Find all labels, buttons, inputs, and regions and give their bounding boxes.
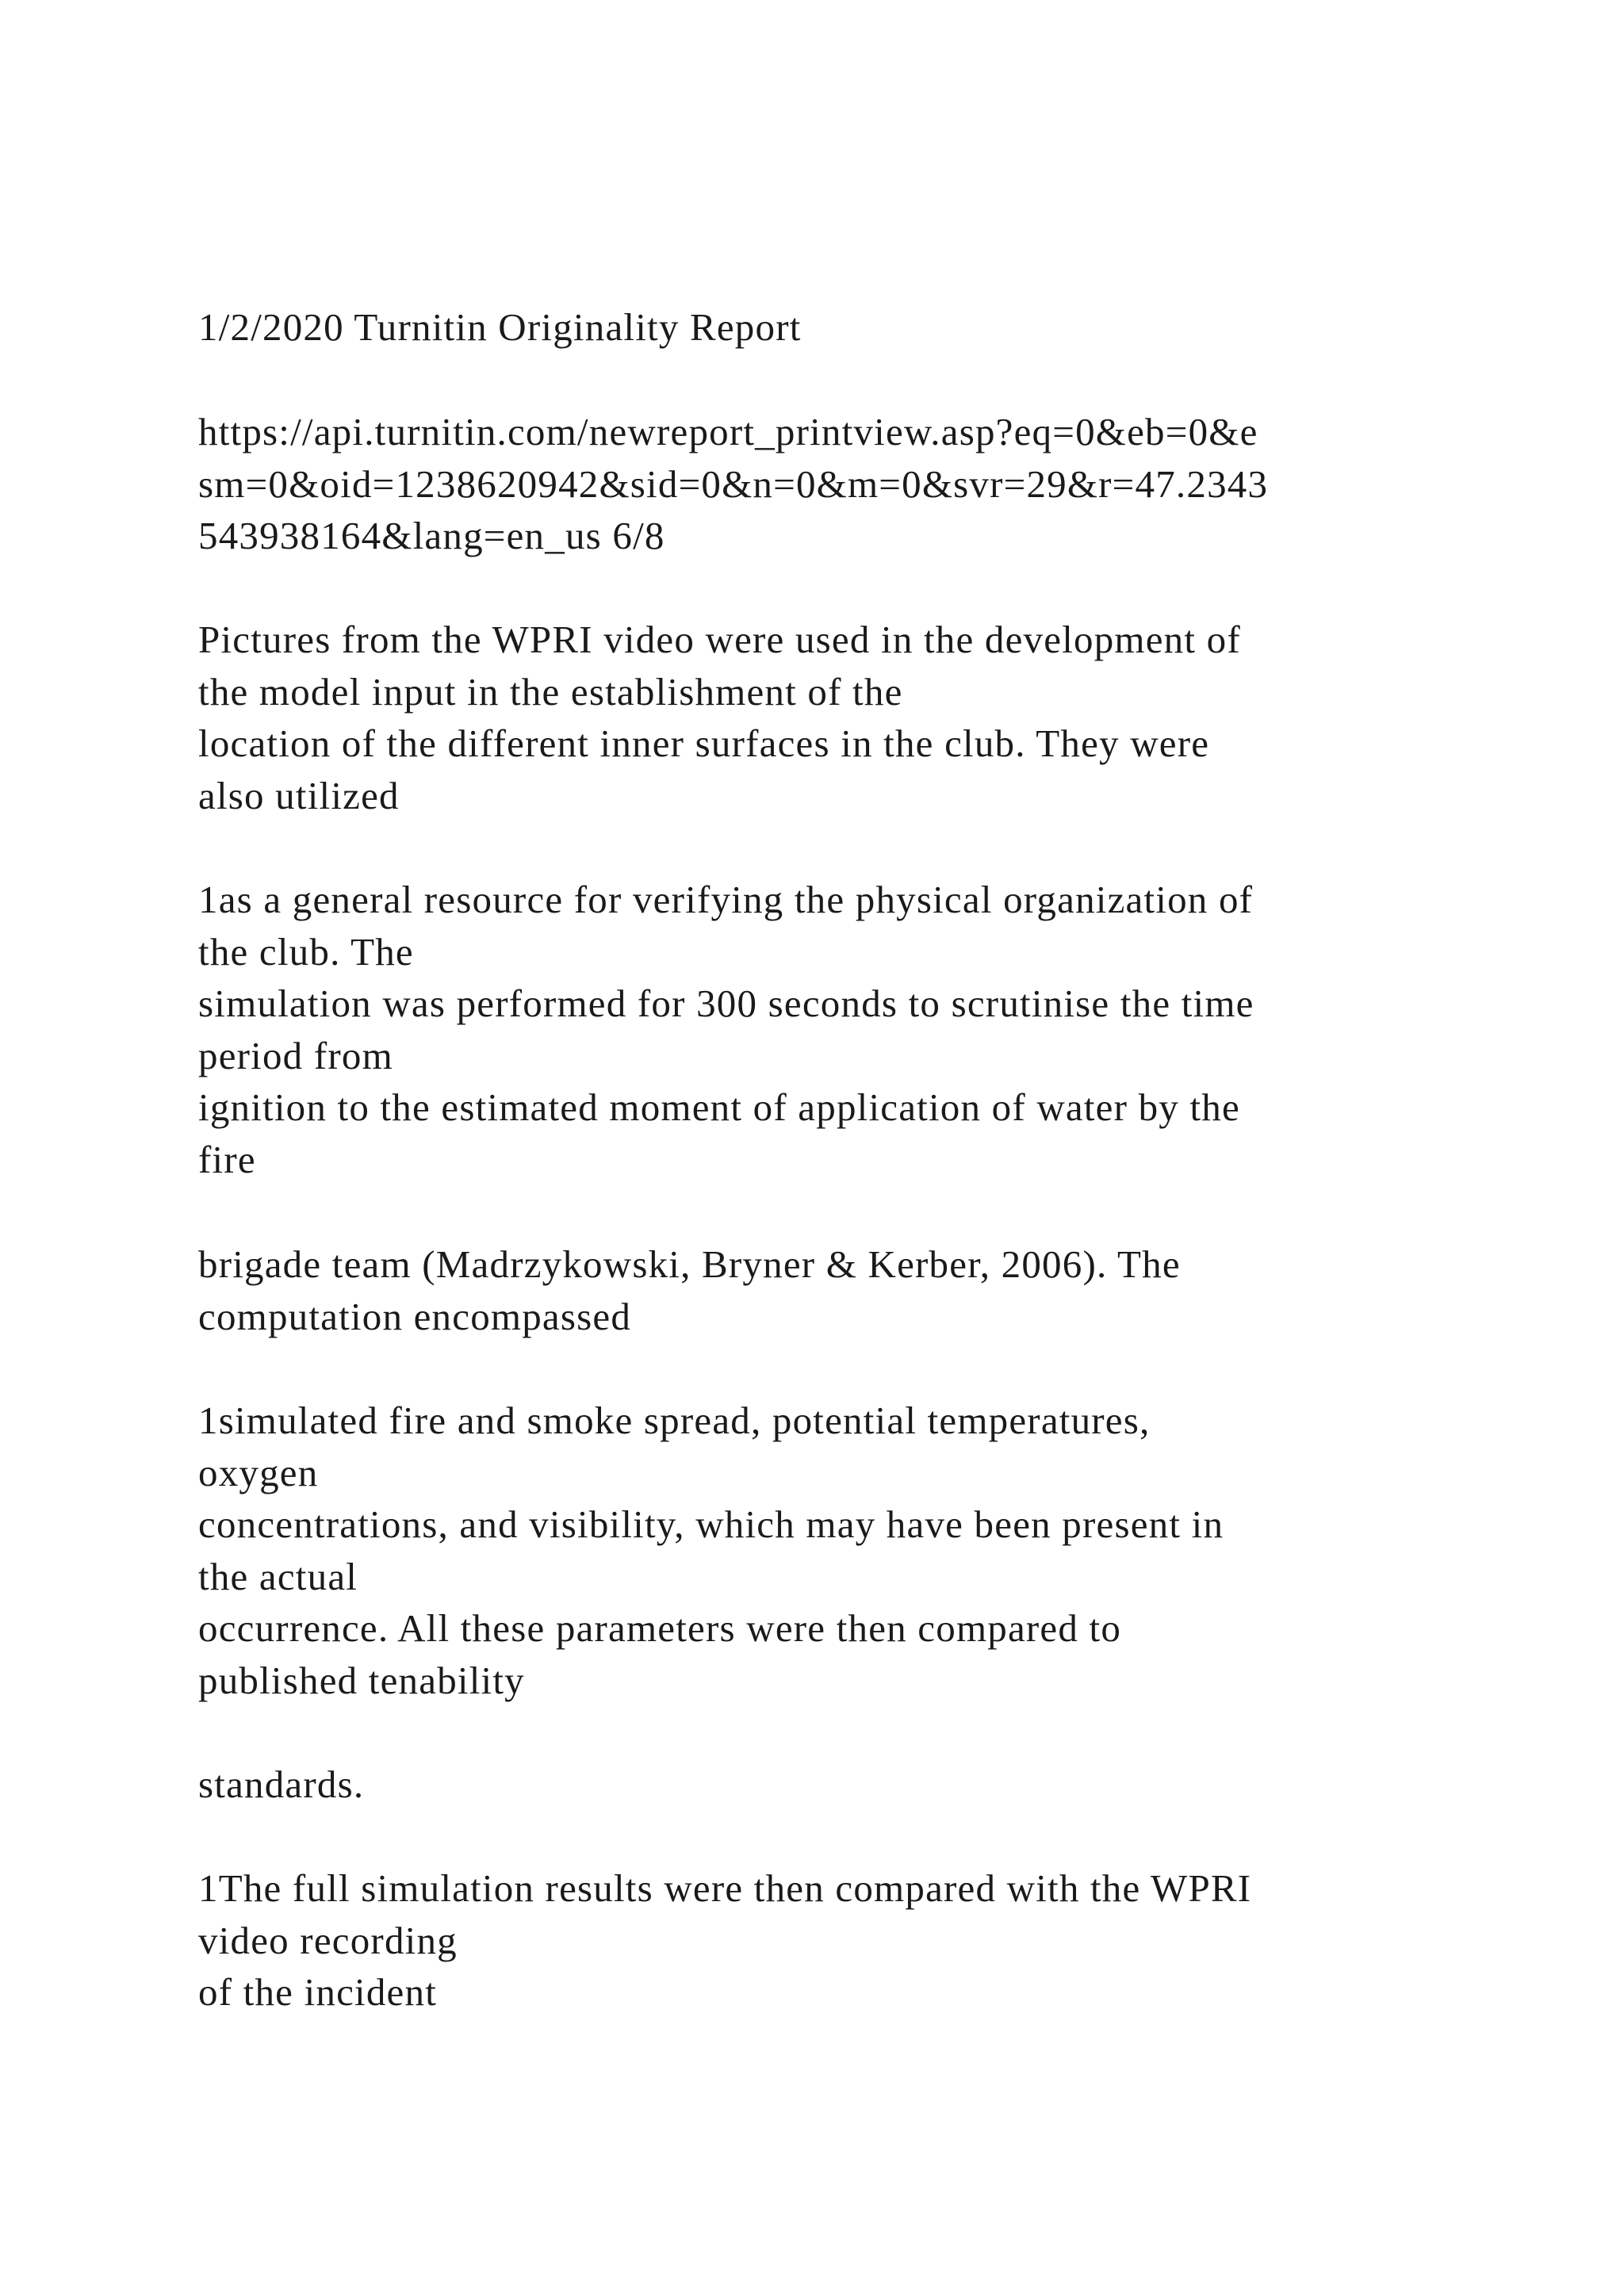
paragraph-6: 1The full simulation results were then compared with the WPRI video recording of the incident [198,1866,1252,2014]
paragraph-5: standards. [198,1762,365,1806]
paragraph-2: 1as a general resource for verifying the physical organization of the club. The simulation was performed for 300 seconds to scrutinise the time period from ignition to the estimated moment of application of water by the fire [198,878,1254,1181]
report-header: 1/2/2020 Turnitin Originality Report [198,305,802,349]
paragraph-1: Pictures from the WPRI video were used in the development of the model input in the establishment of the location of the different inner surfaces in the club. They were also utilized [198,618,1241,817]
paragraph-3: brigade team (Madrzykowski, Bryner & Kerber, 2006). The computation encompassed [198,1242,1181,1338]
report-url-line: https://api.turnitin.com/newreport_printview.asp?eq=0&eb=0&e sm=0&oid=1238620942&sid=0&n=0&m=0&svr=29&r=47.2343 543938164&lang=en_us 6/8 [198,410,1269,557]
paragraph-4: 1simulated fire and smoke spread, potential temperatures, oxygen concentrations, and visibility, which may have been present in the actual occurrence. All these parameters were then compared to published tenability [198,1399,1224,1702]
